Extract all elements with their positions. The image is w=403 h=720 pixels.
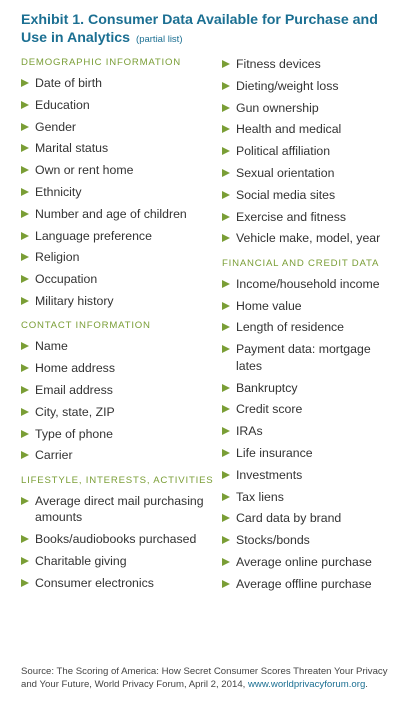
data-item-life-insurance [222,445,398,462]
section-heading: CONTACT INFORMATION [21,320,151,332]
triangle-bullet-icon [222,302,230,310]
data-item-gender [21,119,216,136]
triangle-bullet-icon [21,123,29,131]
data-item-label: Life insurance [236,445,313,460]
triangle-bullet-icon [222,104,230,112]
data-item-city-state-zip [21,404,216,421]
data-item-language-preference [21,228,216,245]
triangle-bullet-icon [21,253,29,261]
triangle-bullet-icon [222,514,230,522]
data-item-label: Payment data: mortgage lates [236,342,371,373]
data-item-label: Length of residence [236,320,345,335]
triangle-bullet-icon [222,558,230,566]
data-item-consumer-electronics [21,575,216,592]
data-item-marital-status [21,140,216,157]
data-item-bankruptcy [222,380,398,397]
triangle-bullet-icon [222,427,230,435]
triangle-bullet-icon [222,147,230,155]
data-item-list [222,56,398,247]
data-item-label: Bankruptcy [236,380,298,395]
data-item-tax-liens [222,489,398,506]
data-item-length-of-residence [222,319,398,336]
exhibit-title [21,11,393,49]
exhibit-title-sub: (partial list) [136,34,183,45]
triangle-bullet-icon [222,169,230,177]
data-item-label: Average online purchase [236,554,372,569]
data-item-label: Date of birth [35,76,102,90]
data-item-fitness-devices [222,56,398,73]
data-item-label: Dieting/weight loss [236,78,339,93]
data-item-label: Occupation [35,272,98,287]
data-item-label: Home value [236,298,302,313]
triangle-bullet-icon [222,213,230,221]
data-item-label: Tax liens [236,489,284,504]
data-item-income-household-income [222,276,398,293]
section-demographic-information [21,56,216,309]
data-item-label: Card data by brand [236,511,342,526]
triangle-bullet-icon [21,210,29,218]
triangle-bullet-icon [21,430,29,438]
triangle-bullet-icon [21,535,29,543]
data-item-stocks-bonds [222,532,398,549]
data-item-label: Marital status [35,141,109,156]
data-item-label: Gender [35,119,77,134]
data-item-type-of-phone [21,426,216,443]
data-item-label: IRAs [236,424,263,439]
data-item-books-audiobooks-purchased [21,531,216,548]
exhibit-title-main: Exhibit 1. Consumer Data Available for Purchase and Use in Analytics [21,12,378,46]
data-item-list [21,493,216,591]
data-item-occupation [21,271,216,288]
triangle-bullet-icon [222,405,230,413]
data-item-label: Investments [236,467,303,482]
data-item-list [222,276,398,592]
data-item-average-online-purchase [222,554,398,571]
data-item-own-or-rent-home [21,162,216,179]
triangle-bullet-icon [21,408,29,416]
data-item-label: Carrier [35,448,73,463]
data-item-name [21,338,216,355]
triangle-bullet-icon [21,364,29,372]
section-contact-information [21,319,216,463]
data-item-label: Credit score [236,402,303,417]
data-item-label: Number and age of children [35,206,187,221]
data-item-label: Military history [35,293,114,308]
triangle-bullet-icon [21,451,29,459]
data-item-label: Exercise and fitness [236,209,347,224]
data-item-exercise-and-fitness [222,209,398,226]
triangle-bullet-icon [222,234,230,242]
data-item-average-offline-purchase [222,576,398,593]
data-item-email-address [21,382,216,399]
triangle-bullet-icon [21,342,29,350]
data-item-label: Education [35,97,90,112]
triangle-bullet-icon [21,166,29,174]
data-item-date-of-birth [21,75,216,92]
triangle-bullet-icon [21,79,29,87]
data-item-label: Political affiliation [236,144,331,159]
data-item-dieting-weight-loss [222,78,398,95]
data-item-ethnicity [21,184,216,201]
data-item-carrier [21,447,216,464]
triangle-bullet-icon [222,471,230,479]
data-item-label: Ethnicity [35,184,82,199]
data-item-label: Fitness devices [236,57,321,71]
data-item-list [21,75,216,309]
data-item-political-affiliation [222,143,398,160]
triangle-bullet-icon [21,557,29,565]
triangle-bullet-icon [21,232,29,240]
data-item-label: Books/audiobooks purchased [35,532,197,547]
triangle-bullet-icon [21,144,29,152]
right-column [222,56,398,598]
data-item-social-media-sites [222,187,398,204]
data-item-list [21,338,216,463]
data-item-home-address [21,360,216,377]
data-item-iras [222,423,398,440]
data-item-label: Stocks/bonds [236,533,310,548]
data-item-education [21,97,216,114]
data-item-label: Name [35,339,68,354]
data-item-sexual-orientation [222,165,398,182]
triangle-bullet-icon [222,125,230,133]
data-item-gun-ownership [222,100,398,117]
triangle-bullet-icon [222,191,230,199]
data-item-label: Consumer electronics [35,575,154,590]
triangle-bullet-icon [21,497,29,505]
triangle-bullet-icon [21,275,29,283]
section-heading: LIFESTYLE, INTERESTS, ACTIVITIES [21,474,214,486]
data-item-charitable-giving [21,553,216,570]
data-item-label: Social media sites [236,187,336,202]
source-link[interactable]: www.worldprivacyforum.org [248,678,366,690]
data-item-label: Average offline purchase [236,576,372,591]
data-item-investments [222,467,398,484]
data-item-label: Religion [35,250,80,265]
triangle-bullet-icon [21,579,29,587]
section-lifestyle-interests-activities [21,474,216,591]
triangle-bullet-icon [222,345,230,353]
section-financial-and-credit-data [222,257,398,592]
triangle-bullet-icon [222,82,230,90]
data-item-average-direct-mail-purchasing-amounts [21,493,216,526]
data-item-label: Email address [35,383,113,398]
triangle-bullet-icon [222,323,230,331]
triangle-bullet-icon [222,280,230,288]
data-item-label: Type of phone [35,426,113,441]
data-item-label: Own or rent home [35,163,134,178]
triangle-bullet-icon [21,386,29,394]
data-item-military-history [21,293,216,310]
data-item-number-and-age-of-children [21,206,216,223]
triangle-bullet-icon [222,60,230,68]
triangle-bullet-icon [21,101,29,109]
data-item-label: Sexual orientation [236,165,335,180]
data-item-health-and-medical [222,121,398,138]
data-item-label: Language preference [35,228,152,243]
source-footer [21,666,393,692]
data-item-label: Charitable giving [35,554,127,569]
triangle-bullet-icon [222,580,230,588]
source-text: Source: The Scoring of America: How Secret Consumer Scores Threaten Your Privacy and Your Future, World Privacy Forum, April 2, 2014, [21,666,388,690]
triangle-bullet-icon [21,297,29,305]
data-item-vehicle-make-model-year [222,230,398,247]
data-item-label: Vehicle make, model, year [236,231,381,246]
triangle-bullet-icon [21,188,29,196]
data-item-label: Income/household income [236,276,380,291]
triangle-bullet-icon [222,493,230,501]
source-end: . [365,678,368,690]
triangle-bullet-icon [222,449,230,457]
data-item-label: Home address [35,361,115,376]
data-item-label: City, state, ZIP [35,404,115,419]
data-item-label: Gun ownership [236,100,319,115]
data-item-label: Average direct mail purchasing amounts [35,493,204,525]
data-item-label: Health and medical [236,122,342,137]
triangle-bullet-icon [222,536,230,544]
section-continued [222,56,398,247]
section-heading: DEMOGRAPHIC INFORMATION [21,57,181,68]
triangle-bullet-icon [222,384,230,392]
data-item-home-value [222,298,398,315]
left-column [21,56,216,597]
data-item-payment-data-mortgage-lates [222,341,398,374]
data-item-card-data-by-brand [222,510,398,527]
data-item-credit-score [222,401,398,418]
section-heading: FINANCIAL AND CREDIT DATA [222,257,380,269]
data-item-religion [21,249,216,266]
